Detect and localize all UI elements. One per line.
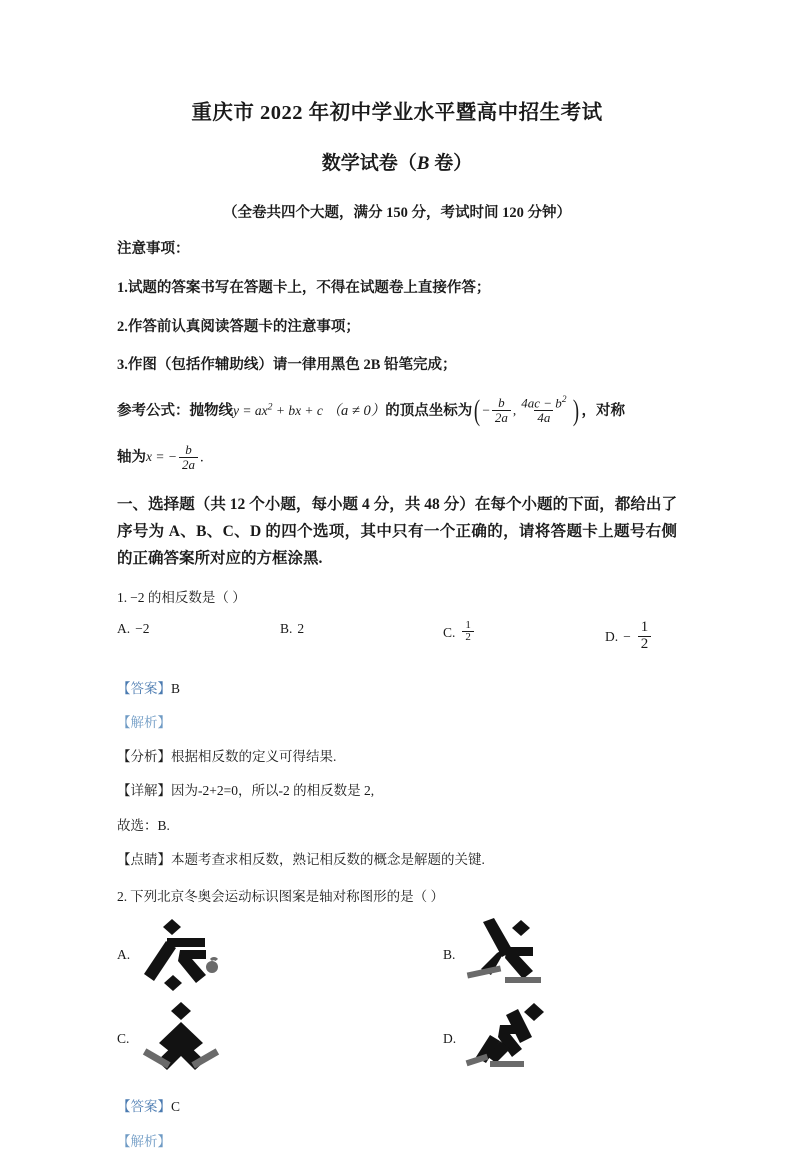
vertex-y <box>516 397 571 426</box>
question-2-body: 下列北京冬奥会运动标识图案是轴对称图形的是（ ） <box>130 889 444 905</box>
formula-equation-exponent: 2 <box>267 401 273 413</box>
question-1-choice-line <box>117 816 677 836</box>
notice-item-1: 1.试题的答案书写在答题卡上，不得在试题卷上直接作答； <box>117 279 491 296</box>
axis-numerator: b <box>185 441 192 457</box>
question-1-option-a[interactable] <box>117 621 150 637</box>
option-a-value: −2 <box>135 620 150 636</box>
formula-equation <box>233 403 323 418</box>
vertex-y-num-text: 4ac − b <box>521 395 562 411</box>
question-1-keypoint-line <box>117 850 677 870</box>
vertex-x: − $\frac{b}{2a}$ , <box>482 395 517 425</box>
skiing-pictogram-icon <box>461 917 553 995</box>
question-1-options <box>117 618 677 665</box>
question-1-option-b[interactable] <box>280 621 304 637</box>
question-2-number: 2. <box>117 889 128 905</box>
option-d-fraction <box>638 620 652 653</box>
option-c-denominator: 2 <box>462 631 474 644</box>
axis-equation <box>146 441 200 472</box>
formula-tail-text: ，对称 <box>581 402 625 419</box>
question-2-option-d[interactable] <box>443 1001 554 1079</box>
formula-line2-lead: 轴为 <box>117 449 146 466</box>
vertex-coordinate-group: ( − $\frac{b}{2a}$ , $\frac{4ac - b^2}{4a}$ ) <box>474 394 580 428</box>
formula-label: 参考公式： <box>117 402 190 419</box>
option-d-numerator: 1 <box>640 618 649 635</box>
ski-jump-front-pictogram-icon <box>135 1001 227 1079</box>
option-d-label: D. <box>605 629 619 644</box>
choice-body: 故选：B. <box>117 817 170 833</box>
paper-subtitle-line <box>117 148 677 175</box>
analysis-body: 根据相反数的定义可得结果. <box>171 749 337 765</box>
vertex-x-denominator: 2a <box>492 410 511 425</box>
analysis-subtag: 【分析】 <box>117 749 171 765</box>
page-content <box>117 0 677 1152</box>
answer-tag: 【答案】 <box>117 680 171 696</box>
paper-volume-letter: B <box>416 153 430 174</box>
question-1-analysis-line <box>117 747 677 767</box>
question-2-answer <box>117 1097 677 1117</box>
option-a-label: A. <box>117 947 131 963</box>
answer-value: C <box>171 1099 181 1115</box>
page-title: 重庆市 2022 年初中学业水平暨高中招生考试 <box>191 102 603 124</box>
keypoint-subtag: 【点睛】 <box>117 851 171 867</box>
reference-formula-line-1 <box>117 394 677 428</box>
question-2-text <box>117 887 677 907</box>
section-heading-choice-questions: 一、选择题（共 12 个小题，每小题 4 分，共 48 分）在每个小题的下面，都给出了序号为 A、B、C、D 的四个选项，其中只有一个正确的，请将答题卡上题号右侧的正确答案所对应的方框涂黑. <box>117 496 677 567</box>
option-d-label: D. <box>443 1031 457 1047</box>
solution-subtag: 【详解】 <box>117 783 171 799</box>
formula-lead: 抛物线 <box>189 402 233 419</box>
option-c-label: C. <box>117 1031 130 1047</box>
paper-subtitle-pre: 数学试卷（ <box>321 153 417 174</box>
question-2-option-c[interactable] <box>117 1001 227 1079</box>
keypoint-body: 本题考查求相反数，熟记相反数的概念是解题的关键. <box>171 851 485 867</box>
question-1-option-c[interactable] <box>443 618 476 645</box>
axis-period: . <box>199 449 204 466</box>
reference-formula-line-2 <box>117 441 677 473</box>
option-b-value: 2 <box>297 620 305 636</box>
question-1-answer <box>117 679 677 699</box>
answer-value: B <box>171 680 181 696</box>
question-2-option-b[interactable] <box>443 917 553 995</box>
notice-item-2: 2.作答前认真阅读答题卡的注意事项； <box>117 318 360 335</box>
option-c-numerator: 1 <box>465 618 471 631</box>
question-1-number: 1. <box>117 590 128 606</box>
option-b-label: B. <box>280 620 293 636</box>
question-1-solution-line <box>117 781 677 801</box>
option-c-label: C. <box>443 624 456 640</box>
option-a-label: A. <box>117 620 131 636</box>
option-d-sign: − <box>623 629 631 644</box>
solution-body: 因为-2+2=0，所以-2 的相反数是 2, <box>171 783 375 799</box>
question-1-text <box>117 588 677 608</box>
formula-equation-main: y = ax <box>233 402 268 418</box>
vertex-y-numerator <box>518 396 569 410</box>
formula-condition: （a ≠ 0） <box>326 402 386 419</box>
axis-denominator: 2a <box>179 457 198 472</box>
question-2-analysis-tag <box>117 1132 677 1152</box>
speed-skating-pictogram-icon <box>462 1001 554 1079</box>
question-2-options-row-1 <box>117 917 677 997</box>
curling-pictogram-icon <box>136 917 228 995</box>
notice-heading: 注意事项： <box>117 241 190 257</box>
vertex-y-denominator: 4a <box>534 410 553 425</box>
option-b-label: B. <box>443 947 456 963</box>
question-2-options-row-2 <box>117 1001 677 1081</box>
question-2-option-a[interactable] <box>117 917 228 995</box>
axis-equation-lhs: x = − <box>146 449 177 465</box>
formula-mid-text: 的顶点坐标为 <box>385 402 473 419</box>
option-c-fraction <box>462 620 474 644</box>
option-d-denominator: 2 <box>638 636 652 653</box>
question-1-body: −2 的相反数是（ ） <box>130 590 246 606</box>
vertex-x-numerator: b <box>498 395 505 411</box>
analysis-tag: 【解析】 <box>117 714 171 730</box>
formula-equation-rest: + bx + c <box>272 402 323 418</box>
vertex-y-num-exponent: 2 <box>561 395 567 405</box>
notice-item-3: 3.作图（包括作辅助线）请一律用黑色 2B 铅笔完成； <box>117 357 457 374</box>
paper-subtitle-post: 卷） <box>429 153 473 174</box>
exam-info-line: （全卷共四个大题，满分 150 分，考试时间 120 分钟） <box>223 205 571 221</box>
question-1-analysis-tag <box>117 713 677 733</box>
answer-tag: 【答案】 <box>117 1099 171 1115</box>
question-1-option-d[interactable] <box>605 618 653 654</box>
analysis-tag: 【解析】 <box>117 1133 171 1149</box>
